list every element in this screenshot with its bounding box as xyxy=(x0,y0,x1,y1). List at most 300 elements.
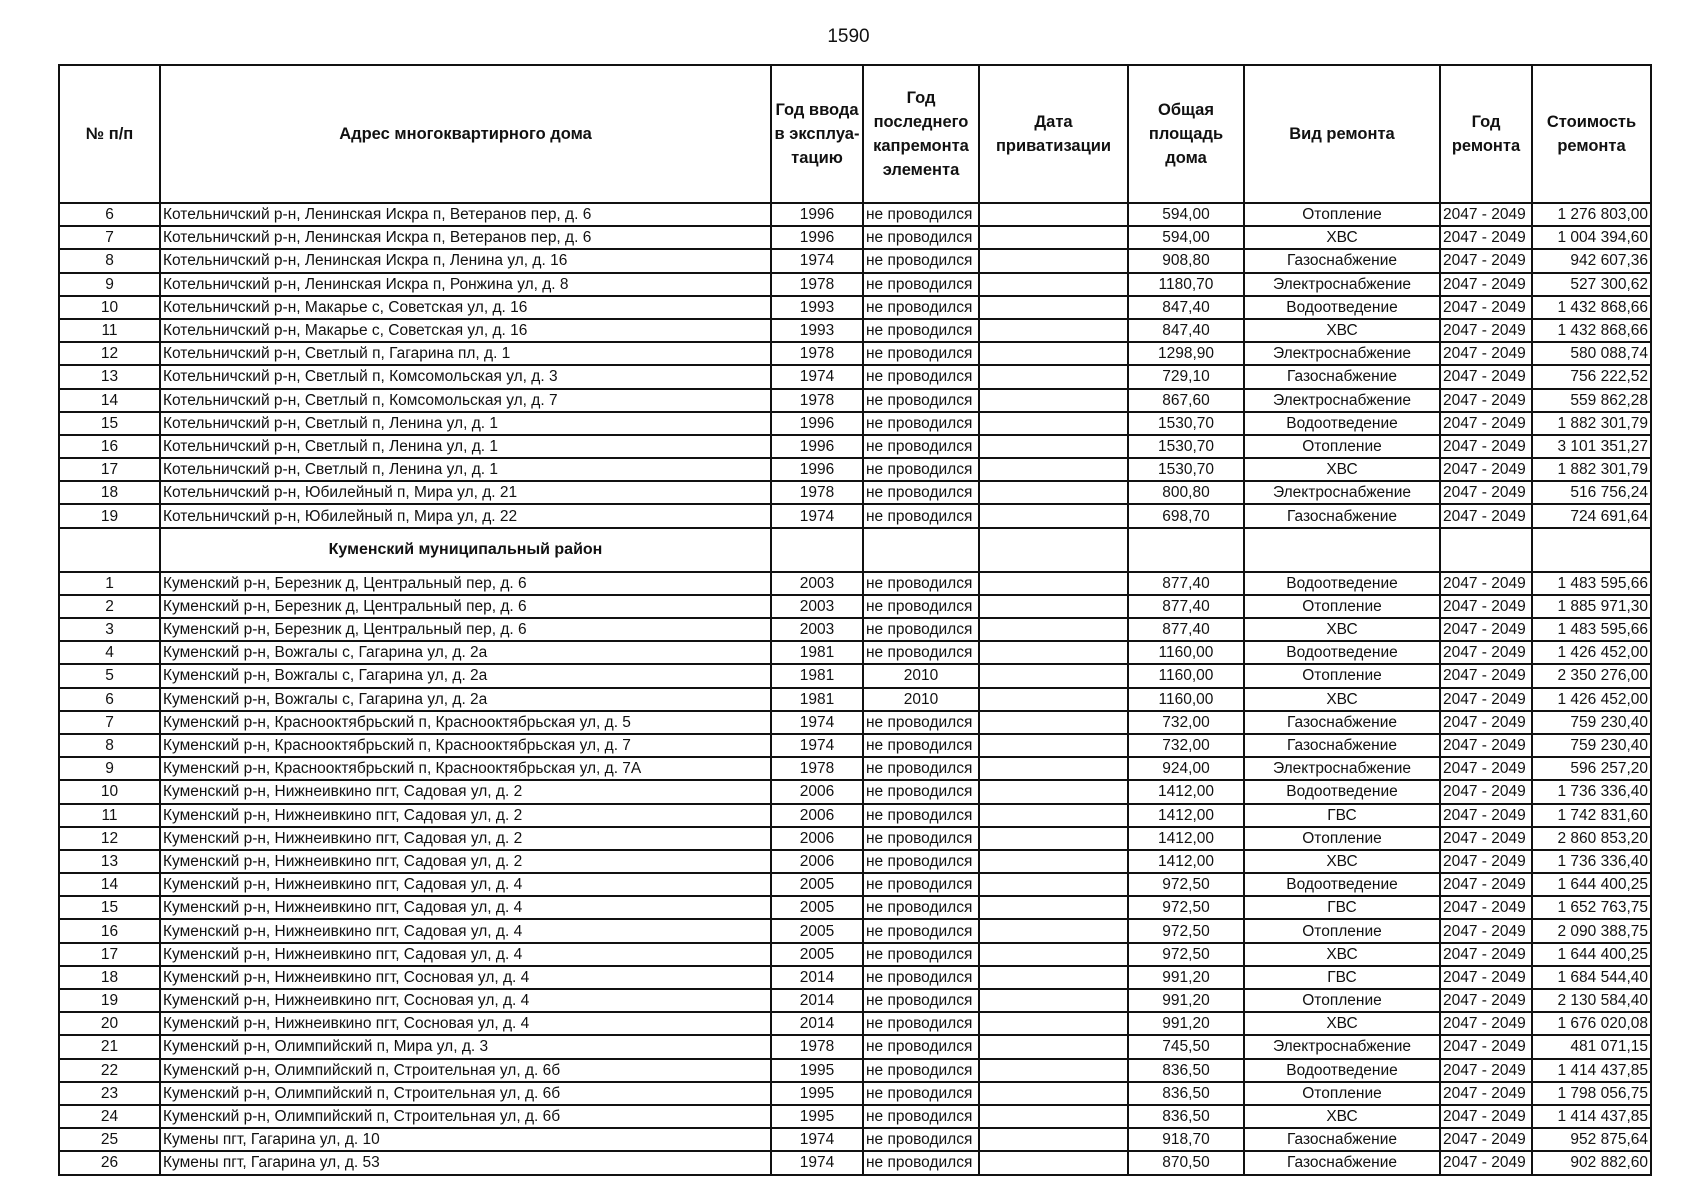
year-built-cell: 1996 xyxy=(771,412,863,435)
repair-type-cell: Газоснабжение xyxy=(1244,249,1440,272)
address-cell: Куменский р-н, Березник д, Центральный пер, д. 6 xyxy=(160,572,771,595)
header-privatization: Дата приватизации xyxy=(979,65,1128,203)
repair-type-cell: Отопление xyxy=(1244,919,1440,942)
last-repair-cell: не проводился xyxy=(863,226,979,249)
last-repair-cell: не проводился xyxy=(863,850,979,873)
area-cell: 972,50 xyxy=(1128,919,1244,942)
area-cell: 1530,70 xyxy=(1128,458,1244,481)
privatization-cell xyxy=(979,1128,1128,1151)
last-repair-cell: не проводился xyxy=(863,1105,979,1128)
row-number: 13 xyxy=(59,850,160,873)
table-row xyxy=(59,919,1651,942)
header-num: № п/п xyxy=(59,65,160,203)
address-cell: Куменский р-н, Краснооктябрьский п, Краснооктябрьская ул, д. 7А xyxy=(160,757,771,780)
last-repair-cell: не проводился xyxy=(863,827,979,850)
area-cell: 918,70 xyxy=(1128,1128,1244,1151)
year-built-cell: 1974 xyxy=(771,249,863,272)
table-row xyxy=(59,458,1651,481)
repair-type-cell: Газоснабжение xyxy=(1244,365,1440,388)
repair-year-cell: 2047 - 2049 xyxy=(1440,896,1532,919)
last-repair-cell: не проводился xyxy=(863,435,979,458)
year-built-cell: 1993 xyxy=(771,319,863,342)
year-built-cell: 1974 xyxy=(771,711,863,734)
privatization-cell xyxy=(979,757,1128,780)
table-row xyxy=(59,595,1651,618)
row-number: 26 xyxy=(59,1151,160,1174)
address-cell: Котельничский р-н, Юбилейный п, Мира ул, д. 21 xyxy=(160,481,771,504)
table-row xyxy=(59,1082,1651,1105)
table-row xyxy=(59,989,1651,1012)
repair-year-cell: 2047 - 2049 xyxy=(1440,1128,1532,1151)
table-row xyxy=(59,203,1651,226)
area-cell: 1160,00 xyxy=(1128,688,1244,711)
row-number: 6 xyxy=(59,688,160,711)
row-number: 13 xyxy=(59,365,160,388)
table-row xyxy=(59,389,1651,412)
year-built-cell: 2006 xyxy=(771,780,863,803)
row-number: 8 xyxy=(59,734,160,757)
address-cell: Котельничский р-н, Ленинская Искра п, Ронжина ул, д. 8 xyxy=(160,273,771,296)
last-repair-cell: не проводился xyxy=(863,734,979,757)
row-number: 15 xyxy=(59,896,160,919)
cost-cell: 516 756,24 xyxy=(1532,481,1651,504)
cost-cell: 1 432 868,66 xyxy=(1532,296,1651,319)
repair-type-cell: Электроснабжение xyxy=(1244,389,1440,412)
last-repair-cell: не проводился xyxy=(863,989,979,1012)
area-cell: 1412,00 xyxy=(1128,827,1244,850)
row-number: 4 xyxy=(59,641,160,664)
year-built-cell: 2006 xyxy=(771,804,863,827)
privatization-cell xyxy=(979,273,1128,296)
repair-year-cell: 2047 - 2049 xyxy=(1440,664,1532,687)
cost-cell: 481 071,15 xyxy=(1532,1035,1651,1058)
last-repair-cell: не проводился xyxy=(863,943,979,966)
area-cell: 847,40 xyxy=(1128,296,1244,319)
privatization-cell xyxy=(979,896,1128,919)
privatization-cell xyxy=(979,342,1128,365)
address-cell: Куменский р-н, Олимпийский п, Мира ул, д. 3 xyxy=(160,1035,771,1058)
repair-year-cell: 2047 - 2049 xyxy=(1440,1059,1532,1082)
address-cell: Котельничский р-н, Макарье с, Советская ул, д. 16 xyxy=(160,296,771,319)
area-cell: 877,40 xyxy=(1128,572,1244,595)
repair-type-cell: Отопление xyxy=(1244,827,1440,850)
privatization-cell xyxy=(979,1082,1128,1105)
repair-year-cell: 2047 - 2049 xyxy=(1440,641,1532,664)
year-built-cell: 2006 xyxy=(771,827,863,850)
repair-year-cell: 2047 - 2049 xyxy=(1440,412,1532,435)
privatization-cell xyxy=(979,734,1128,757)
last-repair-cell: не проводился xyxy=(863,1012,979,1035)
table-row xyxy=(59,641,1651,664)
cost-cell: 2 350 276,00 xyxy=(1532,664,1651,687)
header-last-repair: Год последнего капремонта элемента xyxy=(863,65,979,203)
area-cell: 991,20 xyxy=(1128,966,1244,989)
row-number: 2 xyxy=(59,595,160,618)
row-number: 5 xyxy=(59,664,160,687)
header-address: Адрес многоквартирного дома xyxy=(160,65,771,203)
row-number: 18 xyxy=(59,966,160,989)
year-built-cell: 2014 xyxy=(771,989,863,1012)
year-built-cell: 1978 xyxy=(771,273,863,296)
header-area: Общая площадь дома xyxy=(1128,65,1244,203)
header-cost: Стоимость ремонта xyxy=(1532,65,1651,203)
repair-type-cell: ХВС xyxy=(1244,1012,1440,1035)
address-cell: Куменский р-н, Нижнеивкино пгт, Садовая ул, д. 4 xyxy=(160,919,771,942)
table-row xyxy=(59,734,1651,757)
address-cell: Котельничский р-н, Ленинская Искра п, Ленина ул, д. 16 xyxy=(160,249,771,272)
table-header xyxy=(59,65,1651,203)
privatization-cell xyxy=(979,572,1128,595)
repair-registry-table xyxy=(58,64,1652,1176)
privatization-cell xyxy=(979,203,1128,226)
row-number: 17 xyxy=(59,458,160,481)
table-row xyxy=(59,481,1651,504)
repair-year-cell: 2047 - 2049 xyxy=(1440,804,1532,827)
last-repair-cell: не проводился xyxy=(863,1128,979,1151)
area-cell: 924,00 xyxy=(1128,757,1244,780)
last-repair-cell: 2010 xyxy=(863,688,979,711)
last-repair-cell: не проводился xyxy=(863,1035,979,1058)
table-row xyxy=(59,618,1651,641)
address-cell: Кумены пгт, Гагарина ул, д. 10 xyxy=(160,1128,771,1151)
repair-type-cell: Газоснабжение xyxy=(1244,504,1440,527)
address-cell: Куменский р-н, Березник д, Центральный пер, д. 6 xyxy=(160,618,771,641)
repair-year-cell: 2047 - 2049 xyxy=(1440,572,1532,595)
last-repair-cell: не проводился xyxy=(863,296,979,319)
table-row xyxy=(59,873,1651,896)
privatization-cell xyxy=(979,664,1128,687)
privatization-cell xyxy=(979,850,1128,873)
table-row xyxy=(59,664,1651,687)
table-row xyxy=(59,757,1651,780)
area-cell: 732,00 xyxy=(1128,711,1244,734)
table-row xyxy=(59,804,1651,827)
area-cell: 991,20 xyxy=(1128,989,1244,1012)
year-built-cell: 1981 xyxy=(771,664,863,687)
table-row xyxy=(59,1151,1651,1174)
repair-type-cell: Газоснабжение xyxy=(1244,734,1440,757)
privatization-cell xyxy=(979,595,1128,618)
privatization-cell xyxy=(979,365,1128,388)
privatization-cell xyxy=(979,688,1128,711)
cost-cell: 1 882 301,79 xyxy=(1532,458,1651,481)
privatization-cell xyxy=(979,1012,1128,1035)
table-row xyxy=(59,827,1651,850)
cost-cell: 1 426 452,00 xyxy=(1532,641,1651,664)
row-number: 7 xyxy=(59,226,160,249)
address-cell: Котельничский р-н, Светлый п, Ленина ул, д. 1 xyxy=(160,435,771,458)
last-repair-cell: не проводился xyxy=(863,966,979,989)
repair-year-cell: 2047 - 2049 xyxy=(1440,711,1532,734)
repair-type-cell: Электроснабжение xyxy=(1244,342,1440,365)
privatization-cell xyxy=(979,989,1128,1012)
table-row xyxy=(59,966,1651,989)
repair-year-cell: 2047 - 2049 xyxy=(1440,618,1532,641)
year-built-cell: 1981 xyxy=(771,688,863,711)
year-built-cell: 1996 xyxy=(771,226,863,249)
repair-type-cell: Газоснабжение xyxy=(1244,711,1440,734)
repair-type-cell: Газоснабжение xyxy=(1244,1151,1440,1174)
row-number: 3 xyxy=(59,618,160,641)
year-built-cell: 1978 xyxy=(771,481,863,504)
table-row xyxy=(59,342,1651,365)
repair-year-cell: 2047 - 2049 xyxy=(1440,319,1532,342)
repair-year-cell: 2047 - 2049 xyxy=(1440,688,1532,711)
year-built-cell: 1995 xyxy=(771,1082,863,1105)
last-repair-cell: не проводился xyxy=(863,618,979,641)
repair-year-cell: 2047 - 2049 xyxy=(1440,365,1532,388)
cost-cell: 1 736 336,40 xyxy=(1532,780,1651,803)
page-number: 1590 xyxy=(827,26,870,47)
cost-cell: 1 414 437,85 xyxy=(1532,1105,1651,1128)
cost-cell: 1 644 400,25 xyxy=(1532,943,1651,966)
address-cell: Котельничский р-н, Ленинская Искра п, Ветеранов пер, д. 6 xyxy=(160,203,771,226)
address-cell: Куменский р-н, Нижнеивкино пгт, Садовая ул, д. 2 xyxy=(160,827,771,850)
cost-cell: 559 862,28 xyxy=(1532,389,1651,412)
privatization-cell xyxy=(979,319,1128,342)
area-cell: 972,50 xyxy=(1128,896,1244,919)
repair-year-cell: 2047 - 2049 xyxy=(1440,734,1532,757)
area-cell: 800,80 xyxy=(1128,481,1244,504)
privatization-cell xyxy=(979,504,1128,527)
repair-year-cell: 2047 - 2049 xyxy=(1440,1012,1532,1035)
cost-cell: 1 644 400,25 xyxy=(1532,873,1651,896)
repair-year-cell: 2047 - 2049 xyxy=(1440,203,1532,226)
year-built-cell: 1974 xyxy=(771,1151,863,1174)
year-built-cell: 1978 xyxy=(771,389,863,412)
table-body-kotelnich xyxy=(59,203,1651,528)
table-body-kumeny xyxy=(59,572,1651,1175)
cost-cell: 2 130 584,40 xyxy=(1532,989,1651,1012)
repair-year-cell: 2047 - 2049 xyxy=(1440,1035,1532,1058)
last-repair-cell: не проводился xyxy=(863,481,979,504)
last-repair-cell: не проводился xyxy=(863,1059,979,1082)
address-cell: Куменский р-н, Краснооктябрьский п, Краснооктябрьская ул, д. 7 xyxy=(160,734,771,757)
year-built-cell: 2014 xyxy=(771,1012,863,1035)
address-cell: Куменский р-н, Нижнеивкино пгт, Сосновая ул, д. 4 xyxy=(160,1012,771,1035)
repair-type-cell: ХВС xyxy=(1244,319,1440,342)
header-year-built: Год ввода в эксплуа-тацию xyxy=(771,65,863,203)
table-row xyxy=(59,943,1651,966)
address-cell: Куменский р-н, Краснооктябрьский п, Краснооктябрьская ул, д. 5 xyxy=(160,711,771,734)
area-cell: 847,40 xyxy=(1128,319,1244,342)
repair-year-cell: 2047 - 2049 xyxy=(1440,481,1532,504)
last-repair-cell: не проводился xyxy=(863,319,979,342)
privatization-cell xyxy=(979,618,1128,641)
privatization-cell xyxy=(979,1035,1128,1058)
address-cell: Котельничский р-н, Светлый п, Ленина ул, д. 1 xyxy=(160,412,771,435)
row-number: 16 xyxy=(59,919,160,942)
privatization-cell xyxy=(979,966,1128,989)
repair-type-cell: Водоотведение xyxy=(1244,780,1440,803)
repair-year-cell: 2047 - 2049 xyxy=(1440,389,1532,412)
repair-year-cell: 2047 - 2049 xyxy=(1440,296,1532,319)
year-built-cell: 1996 xyxy=(771,458,863,481)
repair-type-cell: ХВС xyxy=(1244,688,1440,711)
row-number: 21 xyxy=(59,1035,160,1058)
repair-year-cell: 2047 - 2049 xyxy=(1440,1151,1532,1174)
cost-cell: 1 742 831,60 xyxy=(1532,804,1651,827)
table-row xyxy=(59,1035,1651,1058)
address-cell: Куменский р-н, Олимпийский п, Строительная ул, д. 6б xyxy=(160,1059,771,1082)
cost-cell: 1 882 301,79 xyxy=(1532,412,1651,435)
repair-type-cell: Газоснабжение xyxy=(1244,1128,1440,1151)
repair-type-cell: Электроснабжение xyxy=(1244,757,1440,780)
year-built-cell: 1978 xyxy=(771,342,863,365)
area-cell: 867,60 xyxy=(1128,389,1244,412)
cost-cell: 1 432 868,66 xyxy=(1532,319,1651,342)
cost-cell: 759 230,40 xyxy=(1532,711,1651,734)
address-cell: Котельничский р-н, Светлый п, Комсомольская ул, д. 7 xyxy=(160,389,771,412)
area-cell: 991,20 xyxy=(1128,1012,1244,1035)
address-cell: Котельничский р-н, Ленинская Искра п, Ветеранов пер, д. 6 xyxy=(160,226,771,249)
cost-cell: 756 222,52 xyxy=(1532,365,1651,388)
year-built-cell: 1978 xyxy=(771,757,863,780)
section-header-row xyxy=(59,528,1651,572)
address-cell: Котельничский р-н, Светлый п, Гагарина пл, д. 1 xyxy=(160,342,771,365)
last-repair-cell: не проводился xyxy=(863,896,979,919)
privatization-cell xyxy=(979,804,1128,827)
address-cell: Куменский р-н, Вожгалы с, Гагарина ул, д. 2а xyxy=(160,664,771,687)
table-row xyxy=(59,504,1651,527)
header-repair-year: Год ремонта xyxy=(1440,65,1532,203)
year-built-cell: 2005 xyxy=(771,896,863,919)
repair-type-cell: Водоотведение xyxy=(1244,873,1440,896)
last-repair-cell: не проводился xyxy=(863,595,979,618)
year-built-cell: 1974 xyxy=(771,1128,863,1151)
cost-cell: 527 300,62 xyxy=(1532,273,1651,296)
cost-cell: 902 882,60 xyxy=(1532,1151,1651,1174)
repair-year-cell: 2047 - 2049 xyxy=(1440,342,1532,365)
area-cell: 732,00 xyxy=(1128,734,1244,757)
cost-cell: 1 652 763,75 xyxy=(1532,896,1651,919)
row-number: 9 xyxy=(59,273,160,296)
repair-type-cell: Электроснабжение xyxy=(1244,481,1440,504)
row-number: 15 xyxy=(59,412,160,435)
area-cell: 877,40 xyxy=(1128,618,1244,641)
cost-cell: 1 426 452,00 xyxy=(1532,688,1651,711)
cost-cell: 1 684 544,40 xyxy=(1532,966,1651,989)
cost-cell: 1 483 595,66 xyxy=(1532,618,1651,641)
repair-year-cell: 2047 - 2049 xyxy=(1440,919,1532,942)
row-number: 10 xyxy=(59,780,160,803)
repair-type-cell: ХВС xyxy=(1244,458,1440,481)
row-number: 10 xyxy=(59,296,160,319)
area-cell: 594,00 xyxy=(1128,226,1244,249)
year-built-cell: 1974 xyxy=(771,734,863,757)
address-cell: Куменский р-н, Нижнеивкино пгт, Садовая ул, д. 2 xyxy=(160,780,771,803)
section-kumeny xyxy=(59,528,1651,572)
repair-type-cell: Отопление xyxy=(1244,435,1440,458)
repair-type-cell: Отопление xyxy=(1244,664,1440,687)
repair-type-cell: Отопление xyxy=(1244,989,1440,1012)
privatization-cell xyxy=(979,226,1128,249)
repair-year-cell: 2047 - 2049 xyxy=(1440,504,1532,527)
privatization-cell xyxy=(979,641,1128,664)
address-cell: Куменский р-н, Нижнеивкино пгт, Садовая ул, д. 2 xyxy=(160,804,771,827)
year-built-cell: 2003 xyxy=(771,572,863,595)
row-number: 19 xyxy=(59,989,160,1012)
privatization-cell xyxy=(979,481,1128,504)
row-number: 6 xyxy=(59,203,160,226)
area-cell: 1160,00 xyxy=(1128,664,1244,687)
last-repair-cell: не проводился xyxy=(863,757,979,780)
table-row xyxy=(59,1105,1651,1128)
last-repair-cell: не проводился xyxy=(863,249,979,272)
row-number: 11 xyxy=(59,804,160,827)
last-repair-cell: не проводился xyxy=(863,711,979,734)
address-cell: Котельничский р-н, Светлый п, Ленина ул, д. 1 xyxy=(160,458,771,481)
area-cell: 870,50 xyxy=(1128,1151,1244,1174)
repair-type-cell: Водоотведение xyxy=(1244,641,1440,664)
area-cell: 1530,70 xyxy=(1128,412,1244,435)
privatization-cell xyxy=(979,873,1128,896)
cost-cell: 596 257,20 xyxy=(1532,757,1651,780)
address-cell: Куменский р-н, Нижнеивкино пгт, Сосновая ул, д. 4 xyxy=(160,989,771,1012)
repair-year-cell: 2047 - 2049 xyxy=(1440,873,1532,896)
cost-cell: 2 090 388,75 xyxy=(1532,919,1651,942)
privatization-cell xyxy=(979,412,1128,435)
year-built-cell: 2006 xyxy=(771,850,863,873)
area-cell: 836,50 xyxy=(1128,1105,1244,1128)
address-cell: Куменский р-н, Нижнеивкино пгт, Сосновая ул, д. 4 xyxy=(160,966,771,989)
area-cell: 972,50 xyxy=(1128,873,1244,896)
row-number: 22 xyxy=(59,1059,160,1082)
cost-cell: 759 230,40 xyxy=(1532,734,1651,757)
last-repair-cell: не проводился xyxy=(863,365,979,388)
privatization-cell xyxy=(979,458,1128,481)
row-number: 24 xyxy=(59,1105,160,1128)
year-built-cell: 2003 xyxy=(771,595,863,618)
last-repair-cell: не проводился xyxy=(863,641,979,664)
repair-year-cell: 2047 - 2049 xyxy=(1440,757,1532,780)
row-number: 18 xyxy=(59,481,160,504)
repair-year-cell: 2047 - 2049 xyxy=(1440,226,1532,249)
area-cell: 745,50 xyxy=(1128,1035,1244,1058)
cost-cell: 1 004 394,60 xyxy=(1532,226,1651,249)
table-row xyxy=(59,412,1651,435)
address-cell: Кумены пгт, Гагарина ул, д. 53 xyxy=(160,1151,771,1174)
table-row xyxy=(59,1128,1651,1151)
row-number: 25 xyxy=(59,1128,160,1151)
year-built-cell: 2003 xyxy=(771,618,863,641)
area-cell: 1298,90 xyxy=(1128,342,1244,365)
year-built-cell: 1995 xyxy=(771,1059,863,1082)
year-built-cell: 1993 xyxy=(771,296,863,319)
repair-year-cell: 2047 - 2049 xyxy=(1440,1105,1532,1128)
row-number: 17 xyxy=(59,943,160,966)
last-repair-cell: не проводился xyxy=(863,412,979,435)
repair-year-cell: 2047 - 2049 xyxy=(1440,780,1532,803)
repair-type-cell: Электроснабжение xyxy=(1244,273,1440,296)
row-number: 7 xyxy=(59,711,160,734)
table-row xyxy=(59,572,1651,595)
last-repair-cell: не проводился xyxy=(863,780,979,803)
privatization-cell xyxy=(979,711,1128,734)
section-title: Куменский муниципальный район xyxy=(160,528,771,572)
area-cell: 729,10 xyxy=(1128,365,1244,388)
cost-cell: 1 676 020,08 xyxy=(1532,1012,1651,1035)
repair-year-cell: 2047 - 2049 xyxy=(1440,249,1532,272)
year-built-cell: 1996 xyxy=(771,203,863,226)
row-number: 19 xyxy=(59,504,160,527)
repair-year-cell: 2047 - 2049 xyxy=(1440,435,1532,458)
area-cell: 1412,00 xyxy=(1128,850,1244,873)
year-built-cell: 1974 xyxy=(771,365,863,388)
repair-type-cell: ХВС xyxy=(1244,226,1440,249)
table-row xyxy=(59,1012,1651,1035)
cost-cell: 1 736 336,40 xyxy=(1532,850,1651,873)
